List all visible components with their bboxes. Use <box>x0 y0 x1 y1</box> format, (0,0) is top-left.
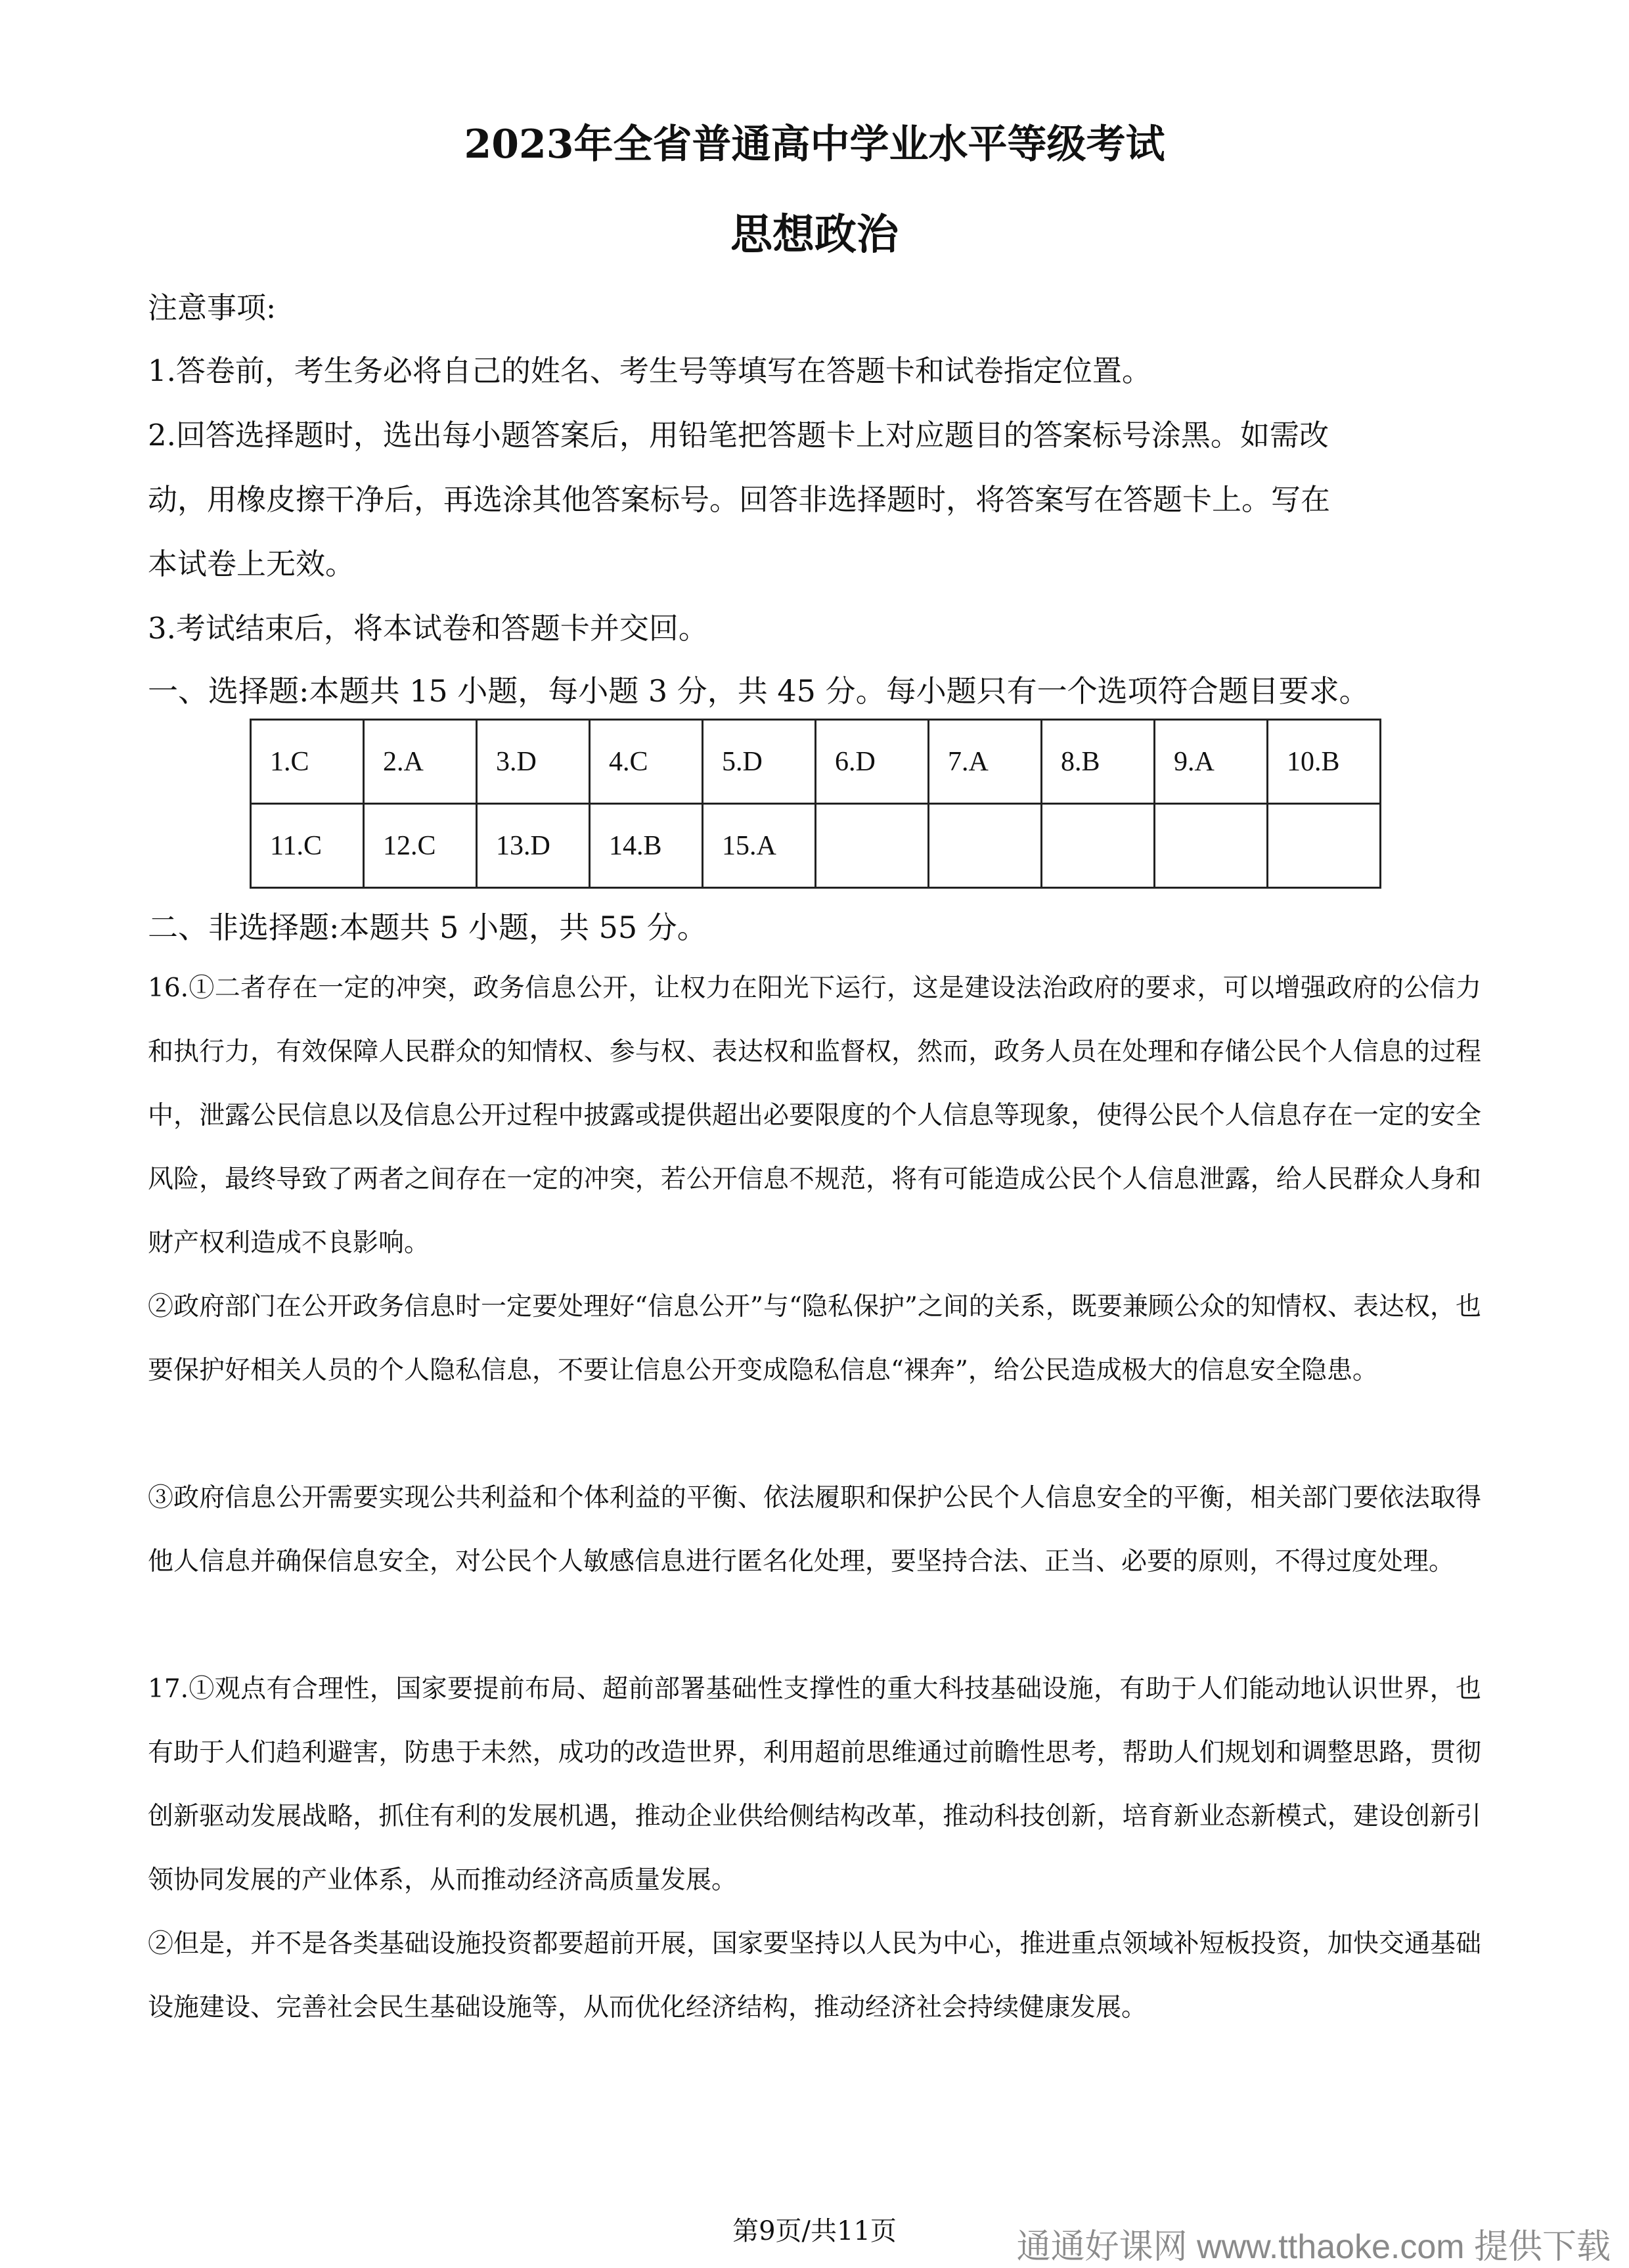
q16-answer-part-1: 16.①二者存在一定的冲突，政务信息公开，让权力在阳光下运行，这是建设法治政府的要求，可以增强政府的公信力和执行力，有效保障人民群众的知情权、参与权、表达权和监督权，然而，政务人员在处理和存储公民个人信息的过程中，泄露公民信息以及信息公开过程中披露或提供超出必要限度的个人信息等现象，使得公民个人信息存在一定的安全风险，最终导致了两者之间存在一定的冲突，若公开信息不规范，将有可能造成公民个人信息泄露，给人民群众人身和财产权利造成不良影响。 <box>148 973 1481 1258</box>
answer-cell: 12.C <box>364 804 477 888</box>
subject-title: 思想政治 <box>730 210 899 259</box>
q17-answer-part-2: ②但是，并不是各类基础设施投资都要超前开展，国家要坚持以人民为中心，推进重点领域补短板投资，加快交通基础设施建设、完善社会民生基础设施等，从而优化经济结构，推动经济社会持续健康发展。 <box>148 1929 1481 2022</box>
section-1-heading: 一、选择题:本题共 15 小题，每小题 3 分，共 45 分。每小题只有一个选项符合题目要求。 <box>148 673 1370 709</box>
answer-cell: 7.A <box>929 720 1042 804</box>
notes-item-2-line-2: 动，用橡皮擦干净后，再选涂其他答案标号。回答非选择题时，将答案写在答题卡上。写在 <box>148 482 1331 517</box>
answer-cell: 1.C <box>251 720 364 804</box>
answer-cell: 5.D <box>703 720 816 804</box>
notes-heading: 注意事项: <box>148 290 277 325</box>
answer-cell: 14.B <box>590 804 703 888</box>
exam-title: 2023年全省普通高中学业水平等级考试 <box>464 122 1165 167</box>
notes-item-2-line-3: 本试卷上无效。 <box>148 546 355 581</box>
answer-cell: 3.D <box>477 720 590 804</box>
page-number: 第9页/共11页 <box>732 2216 897 2246</box>
q17-answer-part-1: 17.①观点有合理性，国家要提前布局、超前部署基础性支撑性的重大科技基础设施，有助于人们能动地认识世界，也有助于人们趋利避害，防患于未然，成功的改造世界，利用超前思维通过前瞻性思考，帮助人们规划和调整思路，贯彻创新驱动发展战略，抓住有利的发展机遇，推动企业供给侧结构改革，推动科技创新，培育新业态新模式，建设创新引领协同发展的产业体系，从而推动经济高质量发展。 <box>148 1674 1481 1895</box>
answer-cell <box>929 804 1042 888</box>
answer-cell <box>816 804 929 888</box>
answer-table <box>250 719 1381 889</box>
watermark: 通通好课网 www.tthaoke.com 提供下载 <box>1016 2228 1611 2266</box>
answer-cell: 9.A <box>1155 720 1268 804</box>
answer-cell: 4.C <box>590 720 703 804</box>
answer-cell <box>1155 804 1268 888</box>
answer-cell: 8.B <box>1042 720 1155 804</box>
answer-cell: 6.D <box>816 720 929 804</box>
answer-row-2 <box>251 804 1381 888</box>
q16-answer-part-3: ③政府信息公开需要实现公共利益和个体利益的平衡、依法履职和保护公民个人信息安全的平衡，相关部门要依法取得他人信息并确保信息安全，对公民个人敏感信息进行匿名化处理，要坚持合法、正当、必要的原则，不得过度处理。 <box>148 1483 1481 1576</box>
answer-cell: 10.B <box>1268 720 1381 804</box>
q16-answer-part-2: ②政府部门在公开政务信息时一定要处理好“信息公开”与“隐私保护”之间的关系，既要兼顾公众的知情权、表达权，也要保护好相关人员的个人隐私信息，不要让信息公开变成隐私信息“裸奔”，给公民造成极大的信息安全隐患。 <box>148 1292 1481 1385</box>
answer-cell: 13.D <box>477 804 590 888</box>
answer-cell <box>1268 804 1381 888</box>
answer-cell: 2.A <box>364 720 477 804</box>
answer-cell: 15.A <box>703 804 816 888</box>
answer-row-1 <box>251 720 1381 804</box>
notes-item-1: 1.答卷前，考生务必将自己的姓名、考生号等填写在答题卡和试卷指定位置。 <box>148 353 1151 388</box>
notes-item-2-line-1: 2.回答选择题时，选出每小题答案后，用铅笔把答题卡上对应题目的答案标号涂黑。如需改 <box>148 418 1329 453</box>
answer-cell: 11.C <box>251 804 364 888</box>
answer-cell <box>1042 804 1155 888</box>
notes-item-3: 3.考试结束后，将本试卷和答题卡并交回。 <box>148 611 708 646</box>
section-2-heading: 二、非选择题:本题共 5 小题，共 55 分。 <box>148 910 707 945</box>
